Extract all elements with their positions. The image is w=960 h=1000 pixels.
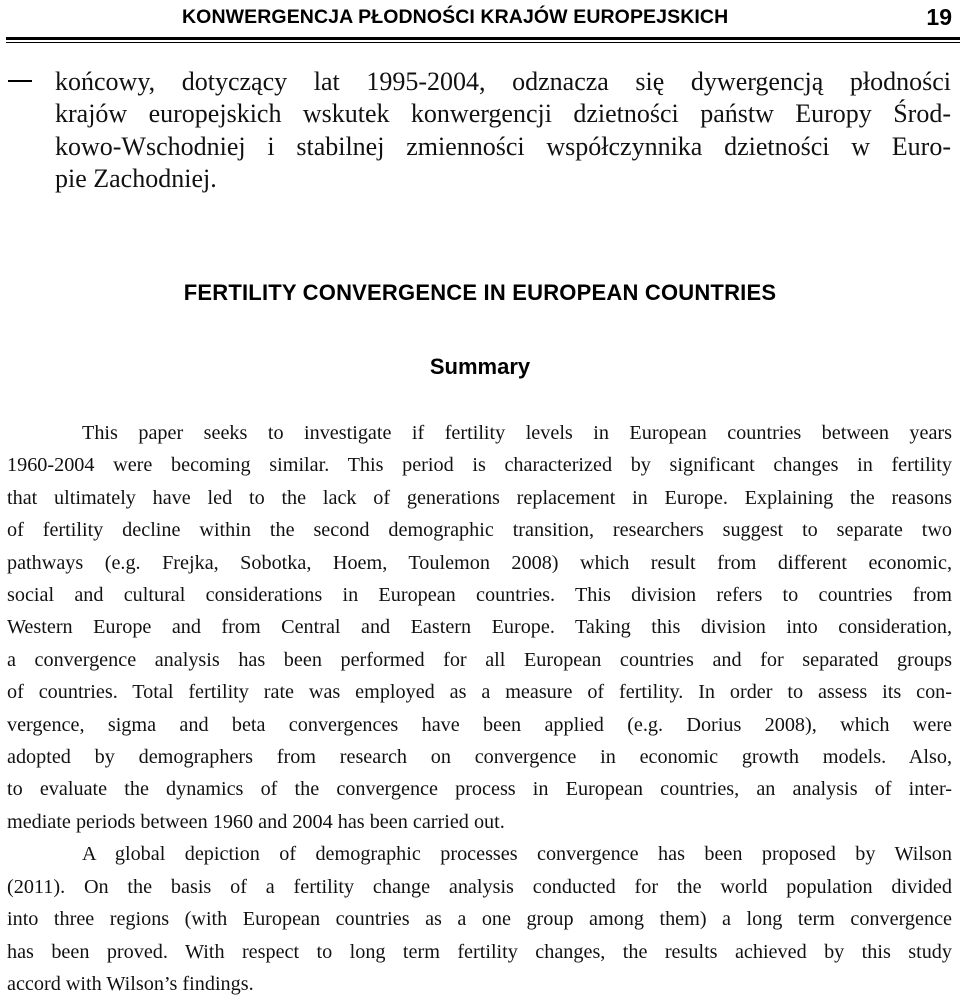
summary-line: 1960-2004 were becoming similar. This period is characterized by significant changes in fertility — [7, 454, 952, 477]
header-rule-thick — [6, 37, 960, 40]
polish-paragraph — [55, 66, 951, 195]
paragraph-line: kowo-Wschodniej i stabilnej zmienności współczynnika dzietności w Euro- — [55, 131, 951, 161]
summary-line: to evaluate the dynamics of the convergence process in European countries, an analysis of inter- — [7, 778, 952, 801]
english-title: FERTILITY CONVERGENCE IN EUROPEAN COUNTRIES — [183, 280, 777, 305]
summary-line: mediate periods between 1960 and 2004 has been carried out. — [7, 810, 505, 833]
summary-line: social and cultural considerations in European countries. This division refers to countries from — [7, 584, 952, 607]
header-rule-thin — [6, 42, 960, 43]
running-title: KONWERGENCJA PŁODNOŚCI KRAJÓW EUROPEJSKICH — [182, 6, 729, 28]
paragraph-line: końcowy, dotyczący lat 1995-2004, odznacza się dywergencją płodności — [55, 67, 951, 96]
page-number: 19 — [926, 4, 952, 30]
paragraph-line: krajów europejskich wskutek konwergencji dzietności państw Europy Środ- — [55, 99, 951, 129]
summary-heading: Summary — [429, 354, 531, 379]
summary-line: of countries. Total fertility rate was employed as a measure of fertility. In order to assess its con- — [7, 681, 952, 704]
summary-line: into three regions (with European countries as a one group among them) a long term convergence — [7, 908, 952, 931]
summary-line: accord with Wilson’s findings. — [7, 972, 254, 995]
summary-line: Western Europe and from Central and Eastern Europe. Taking this division into consideration, — [7, 616, 952, 639]
summary-line: (2011). On the basis of a fertility change analysis conducted for the world population divided — [7, 875, 952, 898]
running-header — [0, 0, 960, 44]
summary-line: pathways (e.g. Frejka, Sobotka, Hoem, Toulemon 2008) which result from different economic, — [7, 551, 952, 574]
paragraph-line: pie Zachodniej. — [55, 163, 217, 193]
list-dash — [8, 80, 32, 82]
summary-line: adopted by demographers from research on convergence in economic growth models. Also, — [7, 746, 952, 769]
summary-line: a convergence analysis has been performed for all European countries and for separated groups — [7, 648, 952, 671]
summary-line: This paper seeks to investigate if fertility levels in European countries between years — [82, 422, 952, 444]
summary-line: A global depiction of demographic processes convergence has been proposed by Wilson — [82, 843, 952, 866]
summary-line: that ultimately have led to the lack of generations replacement in Europe. Explaining the reasons — [7, 486, 952, 509]
summary-body — [7, 417, 952, 1000]
summary-line: of fertility decline within the second demographic transition, researchers suggest to separate two — [7, 519, 952, 542]
summary-line: has been proved. With respect to long term fertility changes, the results achieved by this study — [7, 940, 952, 963]
summary-line: vergence, sigma and beta convergences have been applied (e.g. Dorius 2008), which were — [7, 713, 952, 736]
